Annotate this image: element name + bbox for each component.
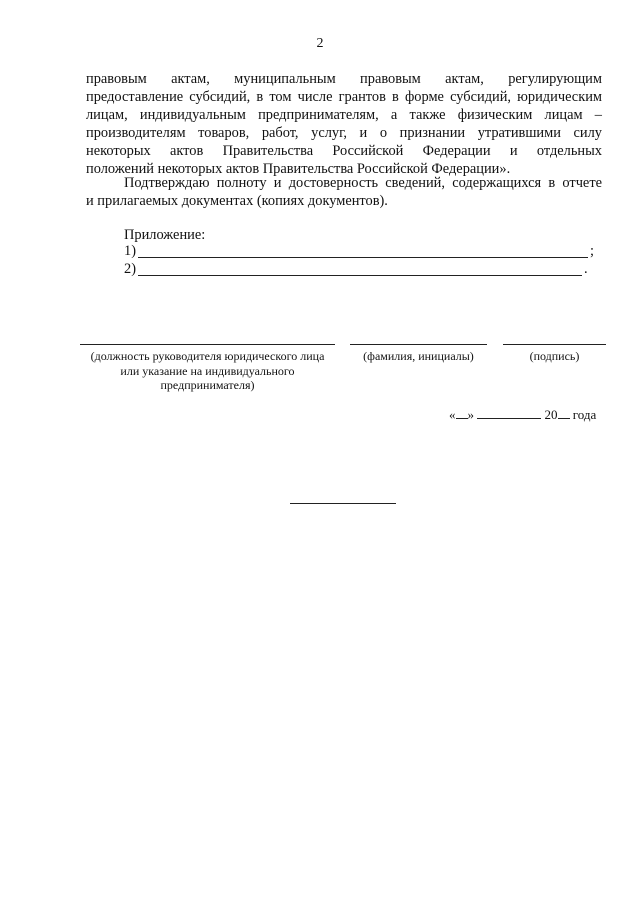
sign-caption: (подпись) bbox=[529, 349, 580, 363]
attachment-end-mark: ; bbox=[590, 243, 594, 259]
attachment-end-mark: . bbox=[584, 261, 588, 277]
year-suffix: года bbox=[572, 407, 597, 422]
attachment-item bbox=[124, 243, 604, 261]
attachment-number: 1) bbox=[124, 243, 136, 259]
year-blank[interactable] bbox=[558, 406, 570, 419]
attachment-fill-line[interactable] bbox=[138, 257, 588, 258]
attachment-number: 2) bbox=[124, 261, 136, 277]
end-of-document-rule bbox=[290, 503, 396, 504]
paragraph-confirmation bbox=[86, 174, 602, 210]
paragraph-legal-reference bbox=[86, 70, 602, 178]
date-close-quote: » bbox=[467, 407, 474, 422]
text-line: положений некоторых актов Правительства Российской Федерации». bbox=[86, 161, 511, 177]
text-line: некоторых актов Правительства Российской Федерации и отдельных bbox=[86, 143, 602, 159]
attachment-item bbox=[124, 261, 604, 279]
text-line: предоставление субсидий, в том числе грантов в форме субсидий, юридическим bbox=[86, 89, 602, 105]
position-caption: (должность руководителя юридического лица или указание на индивидуального предпринимателя) bbox=[90, 349, 325, 392]
month-blank[interactable] bbox=[477, 406, 541, 419]
text-line: Подтверждаю полноту и достоверность сведений, содержащихся в отчете bbox=[124, 175, 602, 191]
sign-signature-line[interactable] bbox=[503, 344, 606, 345]
text-line: лицам, индивидуальным предпринимателям, а также физическим лицам – bbox=[86, 107, 602, 123]
page-number: 2 bbox=[316, 36, 324, 51]
text-line: правовым актам, муниципальным правовым актам, регулирующим bbox=[86, 71, 602, 87]
day-blank[interactable] bbox=[456, 406, 468, 419]
position-signature-line[interactable] bbox=[80, 344, 335, 345]
text-line: и прилагаемых документах (копиях документов). bbox=[86, 193, 388, 209]
name-caption: (фамилия, инициалы) bbox=[363, 349, 474, 363]
date-open-quote: « bbox=[449, 407, 456, 422]
attachment-fill-line[interactable] bbox=[138, 275, 582, 276]
name-signature-line[interactable] bbox=[350, 344, 487, 345]
text-line: производителям товаров, работ, услуг, и о признании утратившими силу bbox=[86, 125, 602, 141]
year-prefix: 20 bbox=[544, 407, 558, 422]
attachments-title: Приложение: bbox=[124, 227, 206, 243]
date-field bbox=[449, 406, 596, 423]
